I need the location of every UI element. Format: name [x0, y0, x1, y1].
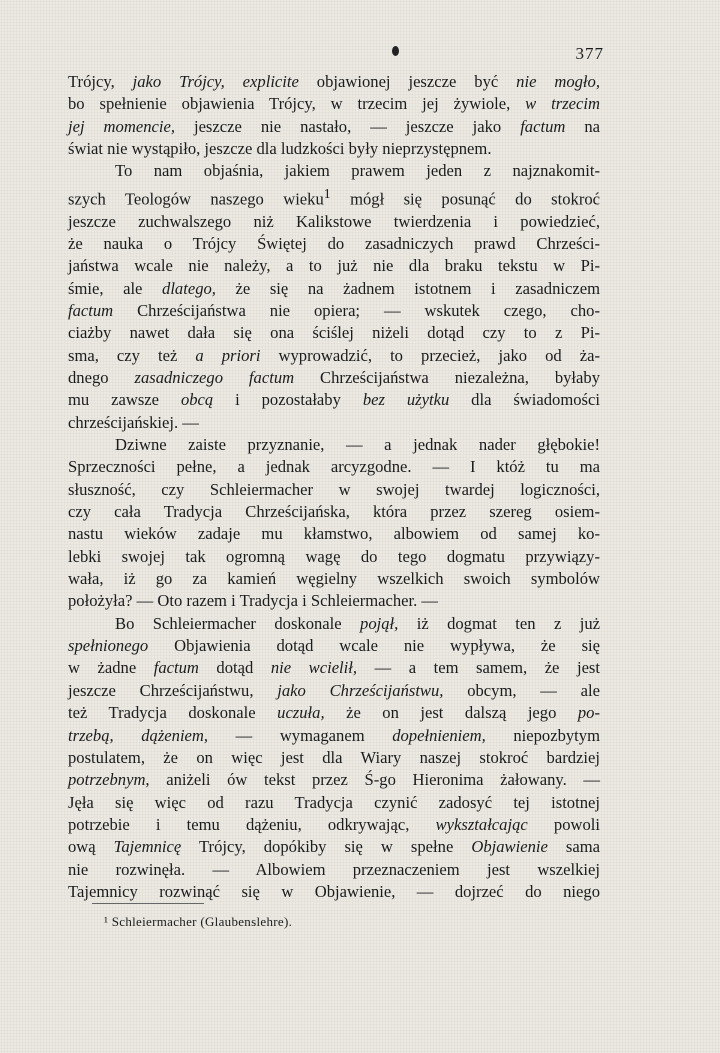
- text-line: że nauka o Trójcy Świętej do zasadniczych prawd Chrześci-: [68, 233, 600, 253]
- text-line: Bo Schleiermacher doskonale pojął, iż dogmat ten z już: [115, 613, 600, 633]
- text-line: sma, czy też a priori wyprowadzić, to przecież, jako od ża-: [68, 345, 600, 365]
- text-line: szych Teologów naszego wieku$^1$ mógł się posunąć do stokroć: [68, 185, 601, 209]
- text-line: jej momencie, jeszcze nie nastało, — jeszcze jako factum na: [68, 116, 600, 136]
- text-line: potrzebnym, aniżeli ów tekst przez Ś-go Hieronima żałowany. —: [68, 770, 600, 790]
- page-number: 377: [575, 44, 604, 63]
- text-line: postulatem, że on więc jest dla Wiary naszej stokroć bardziej: [68, 747, 600, 767]
- text-line: śmie, ale dlatego, że się na żadnem istotnem i zasadniczem: [68, 278, 600, 298]
- text-line: słuszność, czy Schleiermacher w swojej twardej logiczności,: [68, 479, 600, 499]
- text-line: ciażby nawet dała się ona ściślej niżeli dotąd czy to z Pi-: [68, 323, 600, 343]
- text-line: potrzebie i temu dążeniu, odkrywając, wykształcając powoli: [68, 814, 600, 834]
- body-text: [68, 71, 600, 903]
- text-line: Jęła się więc od razu Tradycja czynić zadosyć tej istotnej: [68, 792, 600, 812]
- text-line: czy cała Tradycja Chrześcijańska, która przez szereg osiem-: [68, 502, 600, 522]
- text-line: To nam objaśnia, jakiem prawem jeden z najznakomit-: [115, 161, 600, 181]
- footnote-divider: [92, 903, 204, 904]
- text-line: jaństwa wcale nie należy, a to już nie dla braku tekstu w Pi-: [68, 256, 600, 276]
- text-line: trzebą, dążeniem, — wymaganem dopełnieniem, niepozbytym: [68, 725, 600, 745]
- text-line: spełnionego Objawienia dotąd wcale nie wypływa, że się: [68, 636, 600, 656]
- text-line: mu zawsze obcą i pozostałaby bez użytku dla świadomości: [68, 390, 600, 410]
- text-line: nastu wieków zadaje mu kłamstwo, albowiem od samej ko-: [68, 524, 600, 544]
- text-line: lebki swojej tak ogromną wagę do tego dogmatu przywiązy-: [68, 546, 600, 566]
- ink-dot-mark: [392, 46, 399, 56]
- text-line: Tajemnicy rozwinąć się w Objawienie, — dojrzeć do niego: [68, 881, 600, 901]
- text-line: ową Tajemnicę Trójcy, dopókiby się w spełne Objawienie sama: [68, 837, 600, 857]
- text-line: świat nie wystąpiło, jeszcze dla ludzkości były nieprzystępnem.: [68, 139, 492, 159]
- text-line: Dziwne zaiste przyznanie, — a jednak nader głębokie!: [115, 435, 600, 455]
- text-line: bo spełnienie objawienia Trójcy, w trzecim jej żywiole, w trzecim: [68, 94, 600, 114]
- text-line: factum Chrześcijaństwa nie opiera; — wskutek czego, cho-: [68, 300, 600, 320]
- text-line: wała, iż go za kamień węgielny wszelkich swoich symbolów: [68, 569, 600, 589]
- text-line: też Tradycja doskonale uczuła, że on jest dalszą jego po-: [68, 703, 600, 723]
- text-line: jeszcze zuchwalszego niż Kalikstowe twierdzenia i powiedzieć,: [68, 211, 600, 231]
- footnote: ¹ Schleiermacher (Glaubenslehre).: [104, 914, 293, 929]
- text-line: Trójcy, jako Trójcy, explicite objawionej jeszcze być nie mogło,: [68, 72, 600, 91]
- text-line: nie rozwinęła. — Albowiem przeznaczeniem jest wszelkiej: [68, 859, 600, 879]
- text-line: w żadne factum dotąd nie wcielił, — a tem samem, że jest: [68, 658, 600, 678]
- text-line: jeszcze Chrześcijaństwu, jako Chrześcijaństwu, obcym, — ale: [68, 680, 600, 700]
- text-line: dnego zasadniczego factum Chrześcijaństwa niezależna, byłaby: [68, 368, 600, 387]
- text-line: położyła? — Oto razem i Tradycja i Schleiermacher. —: [68, 591, 439, 611]
- text-line: Sprzeczności pełne, a jednak arcyzgodne. — I któż tu ma: [68, 457, 600, 477]
- text-line: chrześcijańskiej. —: [68, 412, 199, 432]
